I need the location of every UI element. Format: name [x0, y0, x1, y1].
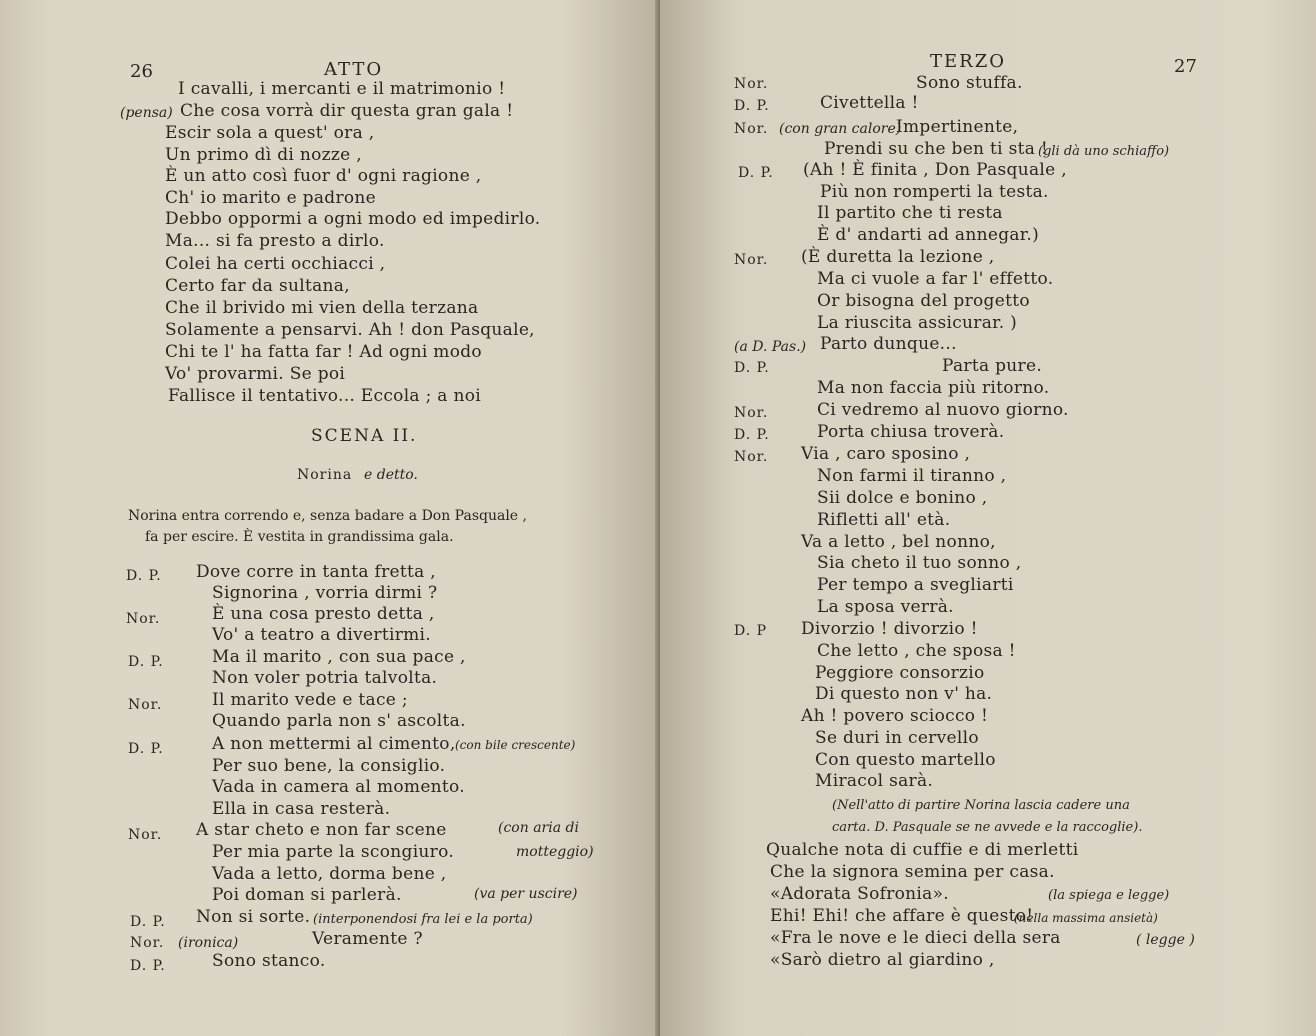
verse-line: Sia cheto il tuo sonno , [817, 553, 1022, 573]
verse-line: Il partito che ti resta [817, 203, 1003, 223]
verse-line: Vo' provarmi. Se poi [165, 364, 346, 384]
speaker: D. P. [738, 165, 774, 181]
verse-line: (È duretta la lezione , [801, 247, 995, 267]
speaker: D. P. [128, 654, 164, 670]
speaker: Nor. [734, 252, 769, 268]
verse-line: Solamente a pensarvi. Ah ! don Pasquale, [165, 320, 535, 340]
verse-line: Vo' a teatro a divertirmi. [212, 625, 431, 645]
verse-line: È d' andarti ad annegar.) [817, 225, 1040, 245]
verse-line: Il marito vede e tace ; [212, 690, 408, 710]
verse-line: Veramente ? [312, 929, 423, 949]
running-header: ATTO [324, 59, 384, 80]
speaker: Nor. [126, 611, 161, 627]
speaker: D. P. [734, 98, 770, 114]
verse-line: Divorzio ! divorzio ! [801, 619, 978, 639]
verse-line: Or bisogna del progetto [817, 291, 1030, 311]
stage-direction: (con gran calore) [779, 121, 902, 137]
stage-direction: motteggio) [516, 844, 594, 860]
speaker: Nor. [734, 76, 769, 92]
verse-line: Fallisce il tentativo... Eccola ; a noi [168, 386, 481, 406]
verse-line: Che il brivido mi vien della terzana [165, 298, 479, 318]
verse-line: Colei ha certi occhiacci , [165, 254, 386, 274]
stage-direction: (la spiega e legge) [1048, 888, 1170, 903]
verse-line: La sposa verrà. [817, 597, 954, 617]
speaker: D. P. [128, 741, 164, 757]
right-page [660, 0, 1316, 1036]
speaker: Nor. [130, 935, 165, 951]
stage-direction: (a D. Pas.) [734, 339, 807, 355]
verse-line: Escir sola a quest' ora , [165, 123, 375, 143]
verse-line: Certo far da sultana, [165, 276, 350, 296]
verse-line: Porta chiusa troverà. [817, 422, 1005, 442]
scene-persons: Norina [297, 467, 353, 483]
verse-line: Sono stanco. [212, 951, 326, 971]
verse-line: Per mia parte la scongiuro. [212, 842, 455, 862]
verse-line: «Fra le nove e le dieci della sera [770, 928, 1061, 948]
running-header: TERZO [930, 51, 1006, 72]
verse-line: Ma il marito , con sua pace , [212, 647, 466, 667]
verse-line: Che la signora semina per casa. [770, 862, 1055, 882]
verse-line: Vada a letto, dorma bene , [212, 864, 447, 884]
stage-direction: (ironica) [178, 935, 239, 951]
stage-direction: (interponendosi fra lei e la porta) [313, 912, 533, 927]
verse-line: Dove corre in tanta fretta , [196, 562, 436, 582]
verse-line: (Ah ! È finita , Don Pasquale , [803, 160, 1067, 180]
verse-line: Poi doman si parlerà. [212, 885, 402, 905]
verse-line: Più non romperti la testa. [820, 182, 1049, 202]
verse-line: A non mettermi al cimento, [212, 734, 456, 754]
verse-line: Rifletti all' età. [817, 510, 951, 530]
page-number: 27 [1174, 56, 1197, 77]
verse-line: Quando parla non s' ascolta. [212, 711, 466, 731]
verse-line: A star cheto e non far scene [196, 820, 447, 840]
stage-direction: (con aria di [498, 820, 579, 836]
verse-line: Va a letto , bel nonno, [801, 532, 996, 552]
verse-line: Ci vedremo al nuovo giorno. [817, 400, 1069, 420]
stage-direction: carta. D. Pasquale se ne avvede e la raccoglie). [832, 820, 1143, 835]
verse-line: «Sarò dietro al giardino , [770, 950, 995, 970]
verse-line: È una cosa presto detta , [212, 604, 435, 624]
stage-direction: (con bile crescente) [455, 738, 576, 752]
verse-line: Non farmi il tiranno , [817, 466, 1007, 486]
stage-direction: fa per escire. È vestita in grandissima gala. [145, 529, 454, 545]
speaker: D. P. [734, 427, 770, 443]
verse-line: Di questo non v' ha. [815, 684, 993, 704]
verse-line: Sono stuffa. [916, 73, 1023, 93]
verse-line: I cavalli, i mercanti e il matrimonio ! [178, 79, 506, 99]
verse-line: Ah ! povero sciocco ! [801, 706, 989, 726]
verse-line: Ehi! Ehi! che affare è questo! [770, 906, 1034, 926]
speaker: Nor. [734, 405, 769, 421]
speaker: Nor. [128, 697, 163, 713]
verse-line: La riuscita assicurar. ) [817, 313, 1018, 333]
verse-line: Ma non faccia più ritorno. [817, 378, 1050, 398]
speaker: Nor. [734, 121, 769, 137]
speaker: D. P. [126, 568, 162, 584]
verse-line: Con questo martello [815, 750, 996, 770]
verse-line: Ma ci vuole a far l' effetto. [817, 269, 1054, 289]
verse-line: Debbo oppormi a ogni modo ed impedirlo. [165, 209, 541, 229]
verse-line: «Adorata Sofronia». [770, 884, 949, 904]
verse-line: Ma... si fa presto a dirlo. [165, 231, 385, 251]
verse-line: Parta pure. [942, 356, 1043, 376]
verse-line: Parto dunque... [820, 334, 957, 354]
verse-line: È un atto così fuor d' ogni ragione , [165, 166, 482, 186]
verse-line: Vada in camera al momento. [212, 777, 465, 797]
verse-line: Se duri in cervello [815, 728, 979, 748]
stage-direction: (Nell'atto di partire Norina lascia cadere una [832, 798, 1130, 813]
verse-line: Miracol sarà. [815, 771, 934, 791]
stage-direction: (gli dà uno schiaffo) [1038, 144, 1170, 159]
speaker: Nor. [128, 827, 163, 843]
verse-line: Un primo dì di nozze , [165, 145, 362, 165]
verse-line: Per suo bene, la consiglio. [212, 756, 446, 776]
verse-line: Non voler potria talvolta. [212, 668, 438, 688]
verse-line: Via , caro sposino , [801, 444, 971, 464]
verse-line: Che cosa vorrà dir questa gran gala ! [180, 101, 514, 121]
scene-title: SCENA II. [311, 426, 418, 446]
verse-line: Ella in casa resterà. [212, 799, 391, 819]
speaker: D. P. [130, 958, 166, 974]
speaker: Nor. [734, 449, 769, 465]
verse-line: Qualche nota di cuffie e di merletti [766, 840, 1079, 860]
verse-line: Civettella ! [820, 93, 919, 113]
verse-line: Peggiore consorzio [815, 663, 985, 683]
verse-line: Sii dolce e bonino , [817, 488, 988, 508]
verse-line: Non si sorte. [196, 907, 311, 927]
stage-direction: (pensa) [120, 105, 173, 121]
verse-line: Ch' io marito e padrone [165, 188, 377, 208]
speaker: D. P. [130, 914, 166, 930]
stage-direction: (va per uscire) [474, 886, 578, 902]
verse-line: Per tempo a svegliarti [817, 575, 1014, 595]
speaker: D. P [734, 623, 768, 639]
speaker: D. P. [734, 360, 770, 376]
verse-line: Impertinente, [896, 117, 1019, 137]
stage-direction: (nella massima ansietà) [1014, 911, 1158, 925]
page-number: 26 [130, 61, 153, 82]
stage-direction: Norina entra correndo e, senza badare a Don Pasquale , [128, 508, 527, 524]
verse-line: Che letto , che sposa ! [817, 641, 1016, 661]
verse-line: Signorina , vorria dirmi ? [212, 583, 438, 603]
stage-direction: ( legge ) [1136, 932, 1195, 948]
verse-line: Prendi su che ben ti sta ! [824, 139, 1049, 159]
scene-persons-italic: e detto. [364, 467, 418, 483]
verse-line: Chi te l' ha fatta far ! Ad ogni modo [165, 342, 482, 362]
